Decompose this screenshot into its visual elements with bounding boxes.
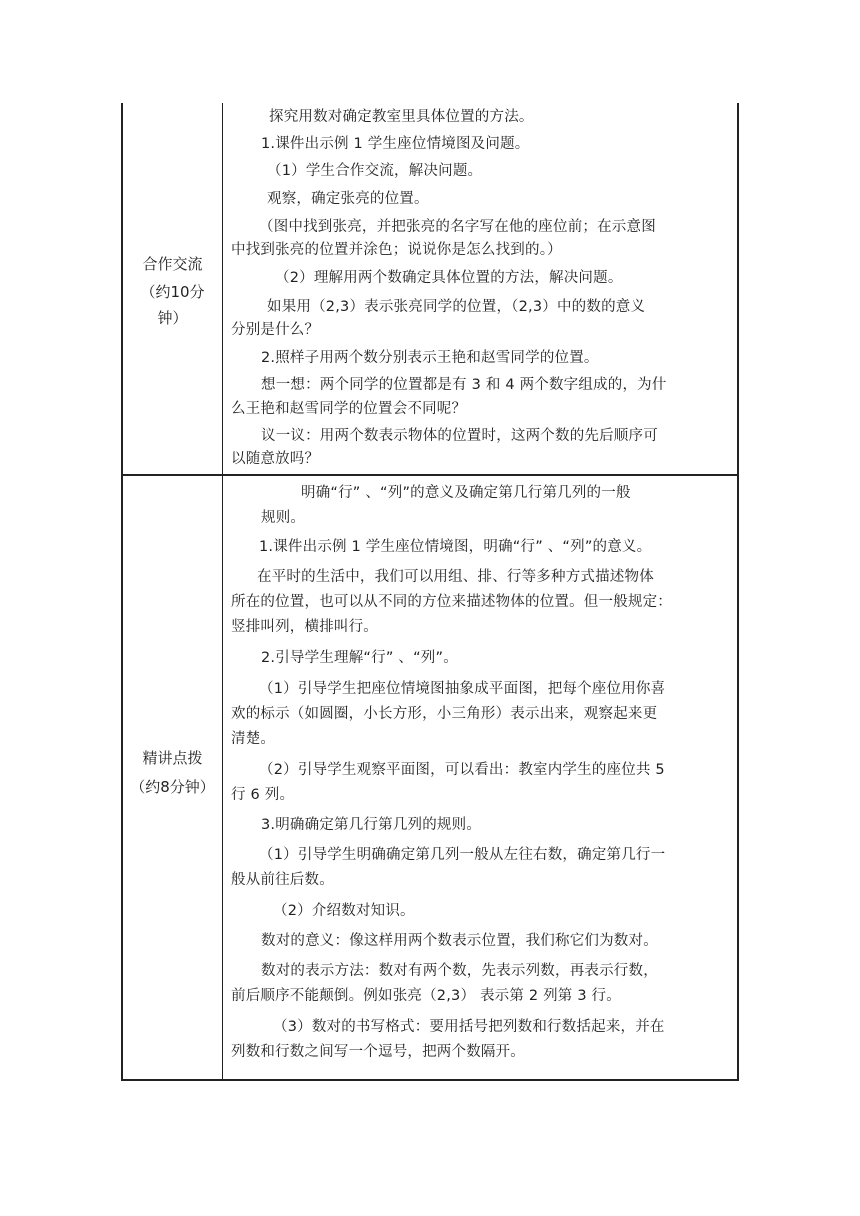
content-line: （2）引导学生观察平面图，可以看出：教室内学生的座位共 5	[259, 762, 665, 778]
content-line: （2）理解用两个数确定具体位置的方法，解决问题。	[275, 270, 623, 286]
row-content-cell	[223, 476, 737, 1079]
row-label-line: （约10分	[140, 283, 205, 301]
content-line: 如果用（2,3）表示张亮同学的位置，（2,3）中的数的意义	[267, 299, 646, 315]
content-line: 明确“行” 、“列”的意义及确定第几行第几列的一般	[301, 485, 631, 501]
content-line: （1）引导学生把座位情境图抽象成平面图，把每个座位用你喜	[259, 681, 666, 697]
content-line: 在平时的生活中，我们可以用组、排、行等多种方式描述物体	[257, 569, 654, 585]
content-line: 欢的标示（如圆圈，小长方形，小三角形）表示出来，观察起来更	[231, 706, 658, 722]
content-line: 2.引导学生理解“行” 、“列”。	[261, 650, 458, 666]
content-line: 观察，确定张亮的位置。	[267, 191, 429, 207]
table-row-explanation	[121, 476, 739, 1081]
content-line: 清楚。	[231, 731, 276, 747]
content-line: 数对的意义：像这样用两个数表示位置，我们称它们为数对。	[261, 933, 658, 949]
row-label-cell	[123, 103, 223, 474]
content-line: 前后顺序不能颠倒。例如张亮（2,3） 表示第 2 列第 3 行。	[231, 988, 621, 1004]
content-line: 所在的位置，也可以从不同的方位来描述物体的位置。但一般规定：	[231, 594, 672, 610]
content-line: （2）介绍数对知识。	[273, 903, 415, 919]
content-line: 想一想：两个同学的位置都是有 3 和 4 两个数字组成的，为什	[261, 377, 667, 393]
content-line: 般从前往后数。	[231, 872, 334, 888]
content-line: 议一议：用两个数表示物体的位置时，这两个数的先后顺序可	[261, 428, 658, 444]
content-line: 行 6 列。	[231, 787, 295, 803]
content-line: （图中找到张亮，并把张亮的名字写在他的座位前；在示意图	[259, 219, 656, 235]
row-label-line: 精讲点拨	[142, 749, 203, 767]
content-line: （1）学生合作交流，解决问题。	[267, 163, 483, 179]
content-line: 竖排叫列，横排叫行。	[231, 619, 378, 635]
table-row-cooperation	[121, 103, 739, 476]
content-line: （1）引导学生明确确定第几列一般从左往右数，确定第几行一	[259, 847, 666, 863]
content-line: 中找到张亮的位置并涂色；说说你是怎么找到的。）	[231, 242, 562, 258]
content-line: 分别是什么？	[231, 322, 320, 338]
content-line: 1.课件出示例 1 学生座位情境图及问题。	[261, 136, 530, 152]
content-line: 1.课件出示例 1 学生座位情境图，明确“行” 、“列”的意义。	[259, 539, 652, 555]
row-label-line: 合作交流	[142, 255, 203, 273]
content-line: （3）数对的书写格式：要用括号把列数和行数括起来，并在	[273, 1019, 665, 1035]
content-line: 以随意放吗？	[231, 451, 320, 467]
content-line: 么王艳和赵雪同学的位置会不同呢？	[231, 401, 467, 417]
lesson-table	[121, 103, 739, 1081]
content-line: 列数和行数之间写一个逗号，把两个数隔开。	[231, 1044, 525, 1060]
content-line: 3.明确确定第几行第几列的规则。	[261, 817, 482, 833]
row-content-cell	[223, 103, 737, 474]
content-line: 规则。	[261, 510, 306, 526]
content-line: 探究用数对确定教室里具体位置的方法。	[269, 109, 534, 125]
content-line: 2.照样子用两个数分别表示王艳和赵雪同学的位置。	[261, 350, 599, 366]
row-label-cell	[123, 476, 223, 1079]
row-label-line: （约8分钟）	[130, 778, 215, 796]
row-label-line: 钟）	[157, 309, 188, 327]
content-line: 数对的表示方法：数对有两个数，先表示列数，再表示行数，	[261, 963, 658, 979]
